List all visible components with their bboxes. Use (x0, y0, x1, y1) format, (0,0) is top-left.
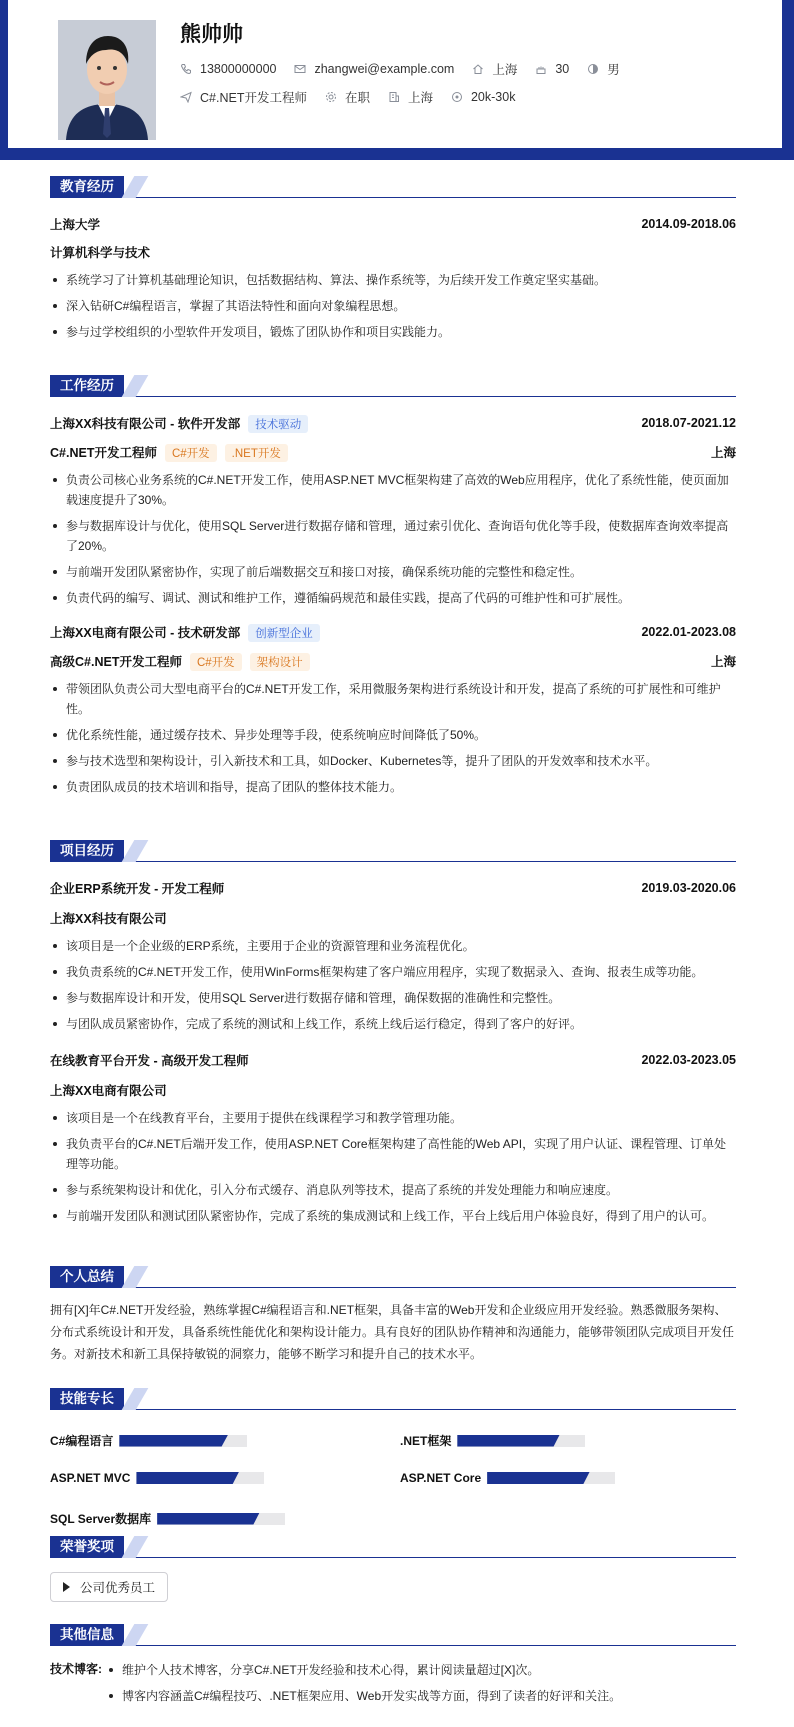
section-title: 技能专长 (50, 1388, 124, 1410)
project-bullets (50, 936, 736, 1034)
section-title-slant (122, 375, 149, 397)
work-date: 2022.01-2023.08 (641, 625, 736, 639)
skill-item (50, 1432, 247, 1449)
list-item: 深入钻研C#编程语言，掌握了其语法特性和面向对象编程思想。 (50, 296, 736, 316)
project-title: 企业ERP系统开发 - 开发工程师 (50, 882, 225, 896)
skills-section (50, 1388, 736, 1526)
list-item: 我负责系统的C#.NET开发工作，使用WinForms框架构建了客户端应用程序，实现了数据录入、查询、报表生成等功能。 (50, 962, 736, 982)
role-name: C#.NET开发工程师 (50, 445, 157, 460)
work-bullets (50, 679, 736, 797)
section-title-slant (122, 840, 149, 862)
education-date: 2014.09-2018.06 (641, 217, 736, 231)
list-item: 该项目是一个企业级的ERP系统，主要用于企业的资源管理和业务流程优化。 (50, 936, 736, 956)
skill-bar (457, 1435, 585, 1447)
skill-bar-fill (119, 1435, 228, 1447)
honors-section (50, 1536, 736, 1602)
section-title-slant (122, 1624, 149, 1646)
skill-bar-fill (457, 1435, 559, 1447)
resume-header (0, 0, 794, 155)
section-title-slant (122, 1266, 149, 1288)
skill-bar-fill (487, 1472, 589, 1484)
work-role-row (50, 442, 736, 462)
list-item: 负责公司核心业务系统的C#.NET开发工作，使用ASP.NET MVC框架构建了高效的Web应用程序，优化了系统性能，使页面加载速度提升了30%。 (50, 470, 736, 510)
section-header (50, 840, 736, 862)
work-date: 2018.07-2021.12 (641, 416, 736, 430)
project-bullets (50, 1108, 736, 1226)
major-name: 计算机科学与技术 (50, 246, 151, 260)
city-item (472, 60, 517, 78)
list-item: 与前端开发团队紧密协作，实现了前后端数据交互和接口对接，确保系统功能的完整性和稳定性。 (50, 562, 736, 582)
list-item: 参与技术选型和架构设计，引入新技术和工具，如Docker、Kubernetes等，提升了团队的开发效率和技术水平。 (50, 751, 736, 771)
work-city: 上海 (710, 655, 736, 669)
major-row (50, 242, 736, 262)
education-row (50, 214, 736, 234)
blog-bullets (106, 1660, 726, 1712)
section-title: 荣誉奖项 (50, 1536, 124, 1558)
skill-bar-fill (136, 1472, 238, 1484)
summary-section (50, 1266, 736, 1365)
work-city: 上海 (710, 446, 736, 460)
work-company-row (50, 413, 736, 433)
work-company-row (50, 622, 736, 642)
list-item: 我负责平台的C#.NET后端开发工作，使用ASP.NET Core框架构建了高性能的Web API，实现了用户认证、课程管理、订单处理等功能。 (50, 1134, 736, 1174)
section-title: 个人总结 (50, 1266, 124, 1288)
list-item: 优化系统性能，通过缓存技术、异步处理等手段，使系统响应时间降低了50%。 (50, 725, 736, 745)
skill-bar (136, 1472, 264, 1484)
salary-item (451, 90, 515, 104)
skill-bar (119, 1435, 247, 1447)
section-header (50, 1536, 736, 1558)
project-section (50, 840, 736, 1232)
skill-tag: .NET开发 (225, 444, 288, 462)
skill-tag: 架构设计 (250, 653, 310, 671)
status-item (325, 88, 370, 106)
phone-item (180, 62, 276, 76)
company-tag: 创新型企业 (248, 624, 320, 642)
list-item: 博客内容涵盖C#编程技巧、.NET框架应用、Web开发实战等方面，得到了读者的好评和关注。 (106, 1686, 726, 1706)
skill-item (50, 1471, 264, 1485)
section-title: 项目经历 (50, 840, 124, 862)
honor-item (50, 1572, 168, 1602)
work-role-row (50, 651, 736, 671)
project-row (50, 1050, 736, 1070)
work-bullets (50, 470, 736, 608)
summary-text: 拥有[X]年C#.NET开发经验，熟练掌握C#编程语言和.NET框架，具备丰富的Web开发和企业级应用开发经验。熟悉微服务架构、分布式系统设计和开发，具备系统性能优化和架构设计能力。具有良好的团队协作精神和沟通能力，能够带领团队完成项目开发任务。对新技术和新工具保持敏锐的洞察力，能够不断学习和提升自己的技术水平。 (50, 1303, 735, 1361)
send-icon (180, 91, 192, 103)
list-item: 负责团队成员的技术培训和指导，提高了团队的整体技术能力。 (50, 777, 736, 797)
list-item: 该项目是一个在线教育平台，主要用于提供在线课程学习和教学管理功能。 (50, 1108, 736, 1128)
candidate-name: 熊帅帅 (180, 23, 243, 46)
skill-bar-fill (157, 1513, 259, 1525)
gear-icon (325, 91, 337, 103)
skill-name: ASP.NET MVC (50, 1471, 131, 1485)
list-item: 维护个人技术博客，分享C#.NET开发经验和技术心得，累计阅读量超过[X]次。 (106, 1660, 726, 1680)
school-name: 上海大学 (50, 218, 101, 232)
list-item: 带领团队负责公司大型电商平台的C#.NET开发工作，采用微服务架构进行系统设计和开发，提高了系统的可扩展性和可维护性。 (50, 679, 736, 719)
skill-name: SQL Server数据库 (50, 1512, 152, 1526)
work-city-item (388, 88, 433, 106)
project-company: 上海XX科技有限公司 (50, 912, 167, 926)
skill-item (400, 1471, 615, 1485)
coin-icon (451, 91, 463, 103)
phone-text: 13800000000 (200, 62, 277, 76)
work-section (50, 375, 736, 803)
section-title: 工作经历 (50, 375, 124, 397)
mail-icon (294, 63, 306, 75)
section-header (50, 176, 736, 198)
list-item: 参与过学校组织的小型软件开发项目，锻炼了团队协作和项目实践能力。 (50, 322, 736, 342)
project-company-row (50, 1080, 736, 1100)
home-icon (472, 63, 484, 75)
header-frame-right (782, 0, 794, 155)
phone-icon (180, 63, 192, 75)
section-header (50, 375, 736, 397)
cake-icon (535, 63, 547, 75)
company-name: 上海XX科技有限公司 - 软件开发部 (50, 416, 241, 431)
list-item: 负责代码的编写、调试、测试和维护工作，遵循编码规范和最佳实践，提高了代码的可维护性和可扩展性。 (50, 588, 736, 608)
contact-row (180, 60, 638, 78)
status-text: 在职 (344, 91, 370, 105)
skill-item (400, 1432, 585, 1449)
honor-name: 公司优秀员工 (80, 1581, 156, 1595)
skill-bar (487, 1472, 615, 1484)
list-item: 参与数据库设计和开发，使用SQL Server进行数据存储和管理，确保数据的准确性和完整性。 (50, 988, 736, 1008)
skill-name: C#编程语言 (50, 1434, 114, 1448)
building-icon (388, 91, 400, 103)
section-title-slant (122, 1388, 149, 1410)
gender-item (587, 60, 620, 78)
skill-item (50, 1510, 285, 1527)
list-item: 与前端开发团队和测试团队紧密协作，完成了系统的集成测试和上线工作，平台上线后用户体验良好，得到了用户的认可。 (50, 1206, 736, 1226)
gender-icon (587, 63, 599, 75)
email-text: zhangwei@example.com (314, 62, 455, 76)
list-item: 系统学习了计算机基础理论知识，包括数据结构、算法、操作系统等，为后续开发工作奠定坚实基础。 (50, 270, 736, 290)
list-item: 参与数据库设计与优化，使用SQL Server进行数据存储和管理，通过索引优化、查询语句优化等手段，使数据库查询效率提高了20%。 (50, 516, 736, 556)
skill-name: ASP.NET Core (400, 1471, 482, 1485)
section-title: 其他信息 (50, 1624, 124, 1646)
skill-name: .NET框架 (400, 1434, 452, 1448)
project-company-row (50, 908, 736, 928)
section-title-slant (122, 1536, 149, 1558)
email-item (294, 62, 454, 76)
project-date: 2022.03-2023.05 (641, 1053, 736, 1067)
education-section (50, 176, 736, 348)
skill-tag: C#开发 (165, 444, 217, 462)
list-item: 与团队成员紧密协作，完成了系统的测试和上线工作，系统上线后运行稳定，得到了客户的好评。 (50, 1014, 736, 1034)
list-item: 参与系统架构设计和优化，引入分布式缓存、消息队列等技术，提高了系统的并发处理能力和响应速度。 (50, 1180, 736, 1200)
other-block (50, 1660, 736, 1720)
project-title: 在线教育平台开发 - 高级开发工程师 (50, 1054, 249, 1068)
role-name: 高级C#.NET开发工程师 (50, 654, 182, 669)
age-text: 30 (555, 62, 570, 76)
skills-grid (50, 1410, 736, 1526)
section-title: 教育经历 (50, 176, 124, 198)
education-bullets (50, 270, 736, 342)
position-text: C#.NET开发工程师 (200, 91, 307, 105)
blog-label: 技术博客: (50, 1662, 102, 1676)
age-item (535, 62, 569, 76)
other-section (50, 1624, 736, 1720)
gender-text: 男 (607, 63, 620, 77)
company-name: 上海XX电商有限公司 - 技术研发部 (50, 625, 241, 640)
city-text: 上海 (492, 63, 518, 77)
work-city-text: 上海 (407, 91, 433, 105)
profile-photo (58, 20, 156, 140)
salary-text: 20k-30k (470, 90, 516, 104)
section-header (50, 1624, 736, 1646)
section-header (50, 1266, 736, 1288)
section-header (50, 1388, 736, 1410)
section-title-slant (122, 176, 149, 198)
position-item (180, 88, 307, 106)
job-intent-row (180, 88, 533, 106)
project-company: 上海XX电商有限公司 (50, 1084, 167, 1098)
header-frame-left (0, 0, 8, 155)
project-date: 2019.03-2020.06 (641, 881, 736, 895)
company-tag: 技术驱动 (248, 415, 308, 433)
skill-bar (157, 1513, 285, 1525)
skill-tag: C#开发 (190, 653, 242, 671)
project-row (50, 878, 736, 898)
play-triangle-icon (63, 1582, 70, 1592)
header-frame-bottom (0, 148, 794, 160)
